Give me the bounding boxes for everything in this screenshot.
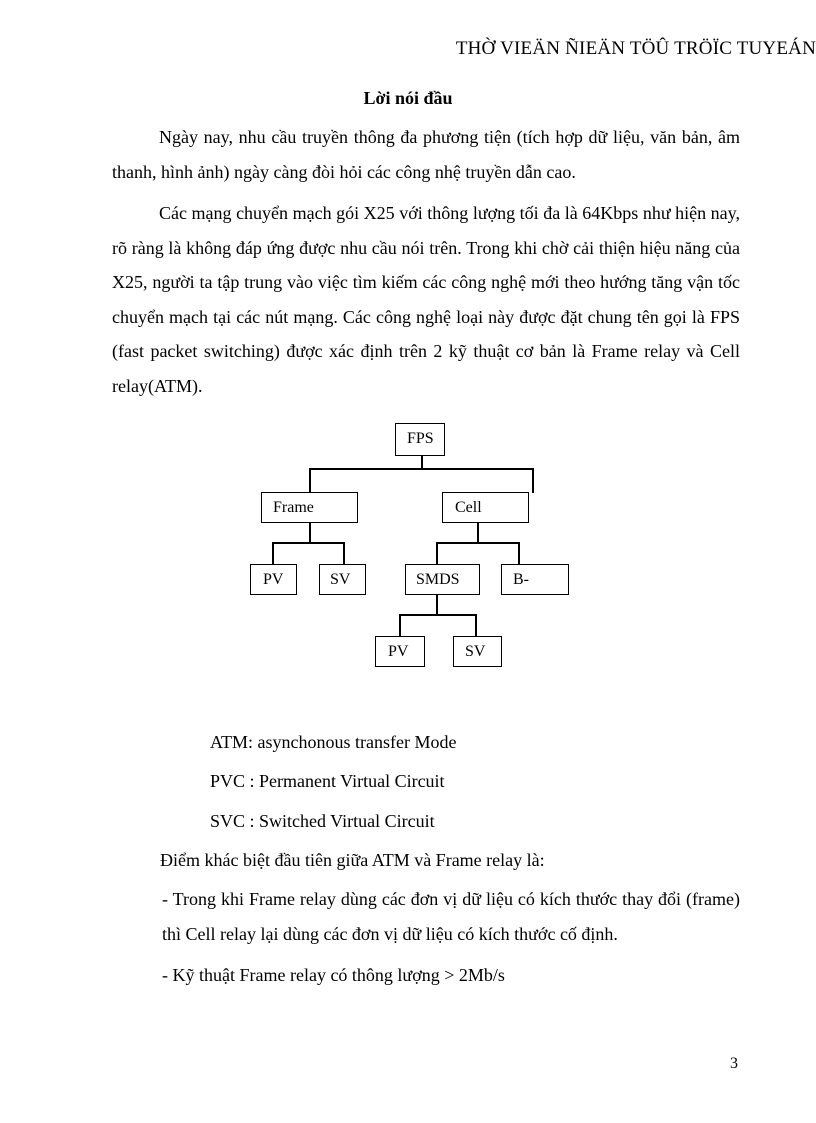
connector-line	[343, 542, 345, 565]
connector-line	[436, 542, 519, 544]
connector-line	[421, 455, 423, 469]
node-frame	[261, 492, 358, 523]
bullet-item	[162, 882, 740, 952]
connector-line	[532, 468, 534, 493]
definition-atm: ATM: asynchonous transfer Mode	[210, 732, 457, 752]
connector-line	[399, 614, 401, 637]
node-fps	[395, 423, 445, 456]
node-frame-sv-label: SV	[330, 571, 351, 588]
intro-paragraph-2: Các mạng chuyển mạch gói X25 với thông lượng tối đa là 64Kbps như hiện nay, rõ ràng là không đáp ứng được nhu cầu nói trên. Trong khi chờ cải thiện hiệu năng của X25, người ta tập trung vào việc tìm kiếm các công nghệ mới theo hướng tăng vận tốc chuyển mạch tại các nút mạng. Các công nghệ loại này được đặt chung tên gọi là FPS (fast packet switching) được xác định trên 2 kỹ thuật cơ bản là Frame relay và Cell relay(ATM).	[112, 203, 740, 396]
connector-line	[475, 614, 477, 637]
difference-intro: Điểm khác biệt đầu tiên giữa ATM và Frame relay là:	[160, 850, 545, 870]
connector-line	[436, 542, 438, 565]
connector-line	[518, 542, 520, 565]
node-smds-sv	[453, 636, 502, 667]
connector-line	[272, 542, 274, 565]
intro-paragraph-1: Ngày nay, nhu cầu truyền thông đa phương tiện (tích hợp dữ liệu, văn bản, âm thanh, hình ảnh) ngày càng đòi hỏi các công nhệ truyền dẫn cao.	[112, 127, 740, 182]
connector-line	[477, 522, 479, 543]
node-cell-label: Cell	[455, 499, 482, 516]
connector-line	[309, 522, 311, 543]
connector-line	[309, 468, 311, 493]
node-frame-pv-label: PV	[263, 571, 284, 588]
node-smds-label: SMDS	[416, 571, 460, 588]
node-frame-sv	[319, 564, 366, 595]
node-fps-label: FPS	[407, 430, 434, 447]
connector-line	[436, 594, 438, 615]
bullet-item	[162, 958, 740, 993]
node-b	[501, 564, 569, 595]
connector-line	[309, 468, 533, 470]
connector-line	[272, 542, 344, 544]
node-smds-pv-label: PV	[388, 643, 409, 660]
node-b-label: B-	[513, 571, 529, 588]
page-number: 3	[730, 1055, 738, 1072]
definition-svc: SVC : Switched Virtual Circuit	[210, 811, 435, 831]
node-smds-pv	[375, 636, 425, 667]
node-frame-pv	[250, 564, 297, 595]
bullet-text-1: - Trong khi Frame relay dùng các đơn vị dữ liệu có kích thước thay đổi (frame) thì Cell relay lại dùng các đơn vị dữ liệu có kích thước cố định.	[162, 889, 740, 944]
node-smds-sv-label: SV	[465, 643, 486, 660]
node-smds	[405, 564, 480, 595]
page-header: THỜ VIEÄN ÑIEÄN TÖÛ TRÖÏC TUYEÁN	[455, 38, 816, 59]
node-frame-label: Frame	[273, 499, 314, 516]
node-cell	[442, 492, 529, 523]
definition-pvc: PVC : Permanent Virtual Circuit	[210, 771, 445, 791]
document-title: Lời nói đầu	[363, 88, 453, 108]
connector-line	[399, 614, 476, 616]
bullet-text-2: - Kỹ thuật Frame relay có thông lượng > 2Mb/s	[162, 965, 505, 985]
